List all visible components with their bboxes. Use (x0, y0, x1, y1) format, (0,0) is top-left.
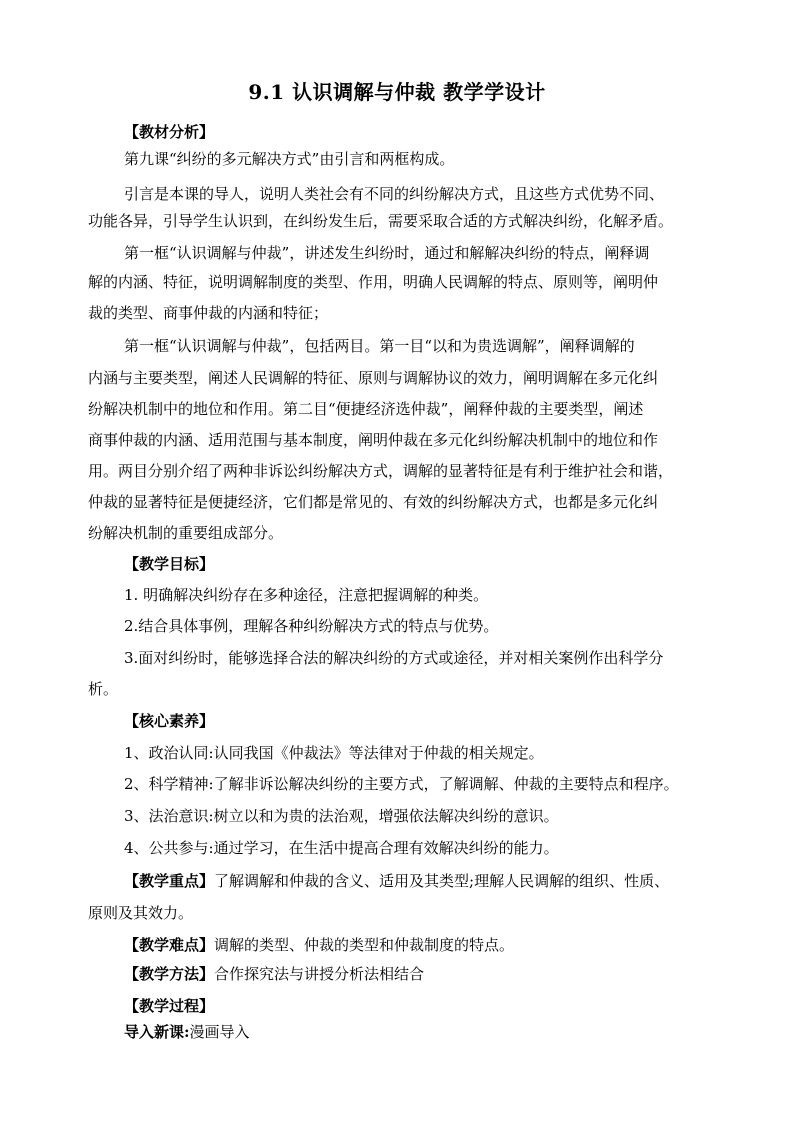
difficulty-line (124, 934, 514, 956)
method-line (124, 963, 424, 985)
analysis-paragraph: 功能各异，引导学生认识到，在纠纷发生后，需要采取合适的方式解决纠纷，化解矛盾。 (88, 212, 674, 230)
analysis-paragraph: 内涵与主要类型，阐述人民调解的特征、原则与调解协议的效力，阐明调解在多元化纠 (88, 369, 659, 387)
difficulty-label: 【教学难点】 (124, 936, 215, 954)
method-label: 【教学方法】 (124, 965, 215, 983)
difficulty-text: 调解的类型、仲裁的类型和仲裁制度的特点。 (214, 936, 515, 954)
goal-item: 1. 明确解决纠纷存在多种途径，注意把握调解的种类。 (124, 586, 489, 604)
goal-item: 2.结合具体事例，理解各种纠纷解决方式的特点与优势。 (124, 617, 499, 635)
analysis-paragraph: 仲裁的显著特征是便捷经济，它们都是常见的、有效的纠纷解决方式，也都是多元化纠 (88, 493, 659, 511)
analysis-paragraph: 解的内涵、特征，说明调解制度的类型、作用，明确人民调解的特点、原则等，阐明仲 (88, 273, 659, 291)
page-title: 9.1 认识调解与仲裁 教学学设计 (248, 80, 546, 104)
section-heading-literacy: 【核心素养】 (124, 712, 215, 730)
goal-item: 3.面对纠纷时，能够选择合法的解决纠纷的方式或途径，并对相关案例作出科学分 (124, 649, 664, 667)
section-heading-process: 【教学过程】 (124, 997, 215, 1015)
goal-item: 析。 (88, 680, 119, 698)
key-points-label: 【教学重点】 (124, 872, 215, 890)
method-text: 合作探究法与讲授分析法相结合 (214, 965, 425, 983)
analysis-paragraph: 第九课“纠纷的多元解决方式”由引言和两框构成。 (124, 150, 455, 168)
intro-line (124, 1021, 250, 1043)
analysis-paragraph: 用。两目分别介绍了两种非诉讼纠纷解决方式，调解的显著特征是有利于维护社会和谐， (88, 462, 674, 480)
literacy-item: 3、法治意识:树立以和为贵的法治观，增强依法解决纠纷的意识。 (124, 807, 559, 825)
key-points-text: 了解调解和仲裁的含义、适用及其类型;理解人民调解的组织、性质、 (214, 872, 670, 890)
section-heading-goals: 【教学目标】 (124, 555, 215, 573)
analysis-paragraph: 纷解决机制中的地位和作用。第二目“便捷经济选仲裁”，阐释仲裁的主要类型，阐述 (88, 400, 644, 418)
analysis-paragraph: 第一框“认识调解与仲裁”，讲述发生纠纷时，通过和解解决纠纷的特点，阐释调 (124, 244, 650, 262)
analysis-paragraph: 商事仲裁的内涵、适用范围与基本制度，阐明仲裁在多元化纠纷解决机制中的地位和作 (88, 431, 659, 449)
analysis-paragraph: 裁的类型、商事仲裁的内涵和特征； (88, 304, 329, 322)
section-heading-analysis: 【教材分析】 (124, 123, 215, 141)
analysis-paragraph: 纷解决机制的重要组成部分。 (88, 524, 284, 542)
literacy-item: 4、公共参与:通过学习，在生活中提高合理有效解决纠纷的能力。 (124, 839, 559, 857)
key-points-line (124, 870, 669, 892)
analysis-paragraph: 引言是本课的导人，说明人类社会有不同的纠纷解决方式，且这些方式优势不同、 (124, 185, 665, 203)
literacy-item: 2、科学精神:了解非诉讼解决纠纷的主要方式，了解调解、仲裁的主要特点和程序。 (124, 775, 679, 793)
literacy-item: 1、政治认同:认同我国《仲裁法》等法律对于仲裁的相关规定。 (124, 744, 544, 762)
intro-label: 导入新课: (124, 1023, 190, 1041)
analysis-paragraph: 第一框“认识调解与仲裁”，包括两目。第一目“以和为贵选调解”，阐释调解的 (124, 337, 635, 355)
key-points-text-continued: 原则及其效力。 (88, 904, 194, 922)
intro-text: 漫画导入 (189, 1023, 250, 1041)
